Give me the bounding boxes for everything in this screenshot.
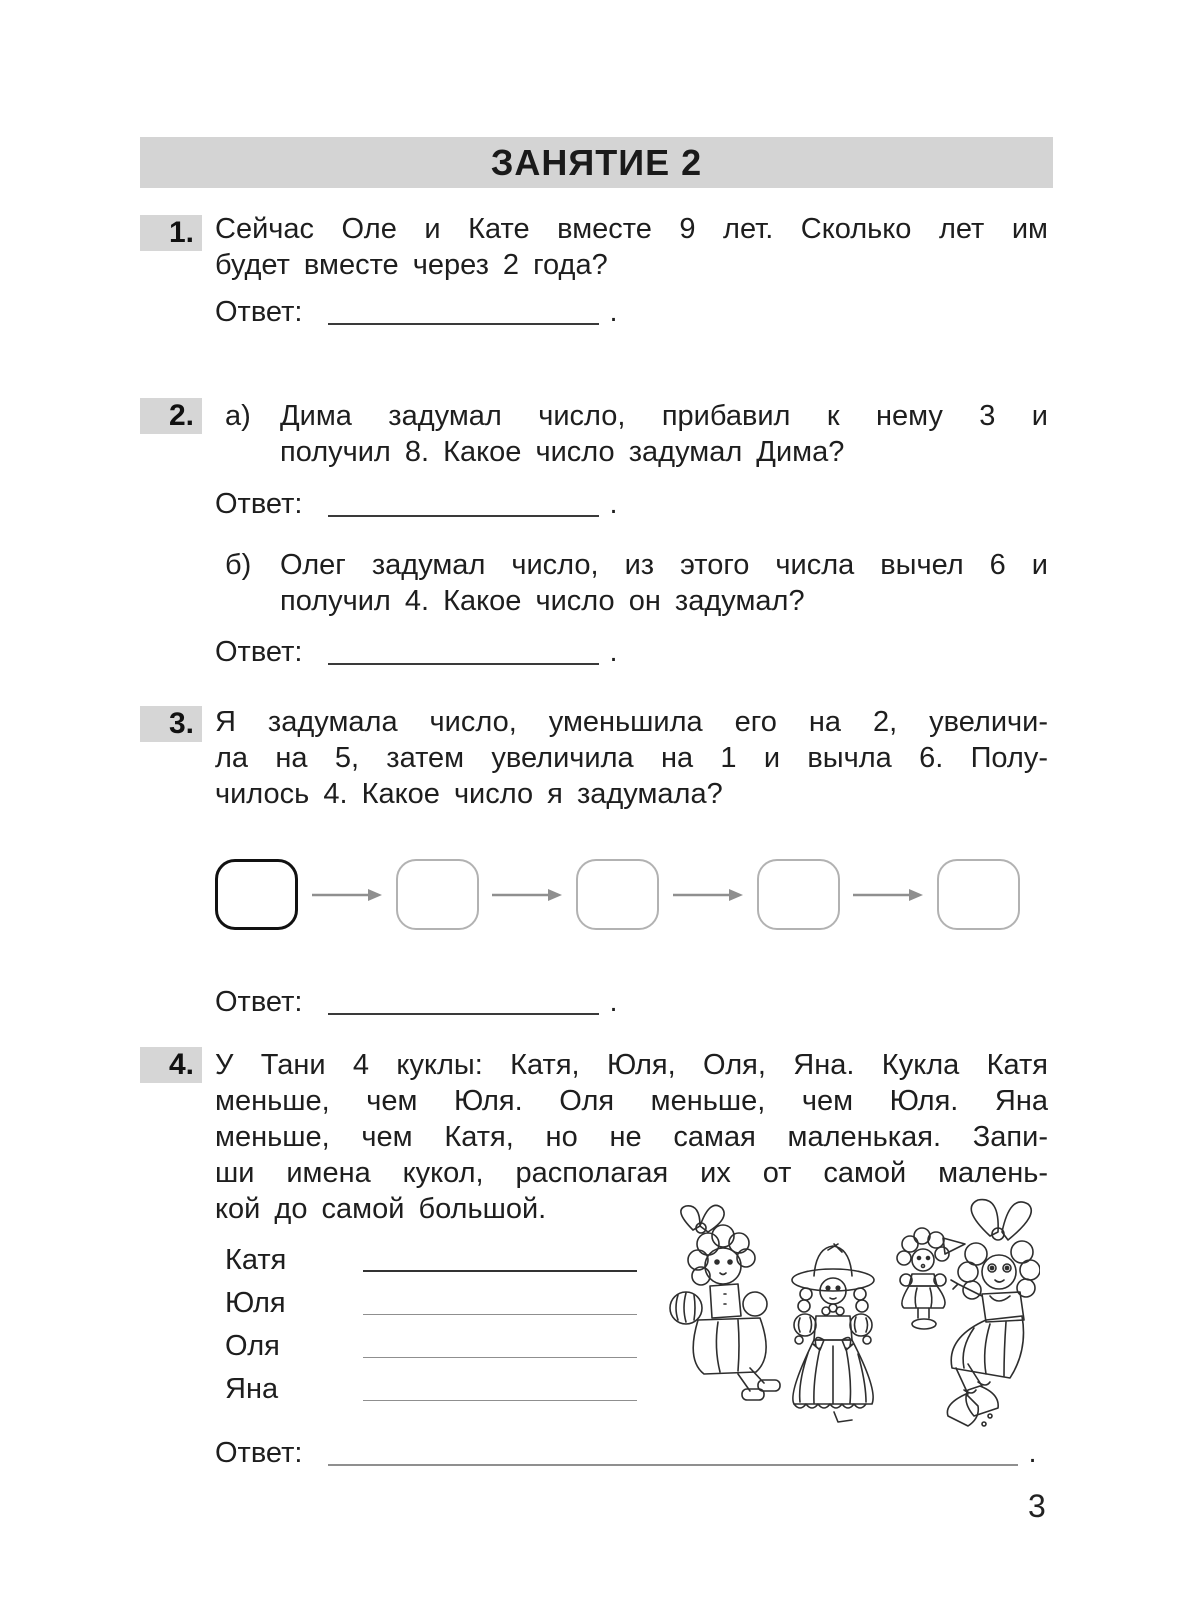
- task-2a-line-2: получил 8. Какое число задумал Дима?: [280, 436, 845, 468]
- doll-yulya-drawing: [792, 1244, 874, 1422]
- arrow-right-icon: [673, 888, 743, 902]
- task-2b-line-2: получил 4. Какое число он задумал?: [280, 585, 805, 617]
- task-4-line-4: ши имена кукол, располагая их от самой малень-: [215, 1157, 1048, 1189]
- doll-name-row: [225, 1242, 637, 1278]
- doll-name-yana: Яна: [225, 1373, 279, 1405]
- task-2b-letter: б): [225, 549, 252, 581]
- task-3-answer-row: [215, 984, 618, 1020]
- doll-name-row: [225, 1285, 637, 1321]
- answer-label: Ответ:: [215, 488, 303, 520]
- dolls-illustration: [638, 1188, 1040, 1438]
- yana-answer-blank[interactable]: [363, 1376, 637, 1401]
- task-2a-answer-blank[interactable]: [328, 491, 599, 517]
- arrow-right-icon: [853, 888, 923, 902]
- task-3-text: [215, 704, 1048, 812]
- arrow-right-icon: [312, 888, 382, 902]
- task-1-number-badge: 1.: [140, 215, 202, 251]
- yulya-answer-blank[interactable]: [363, 1290, 637, 1315]
- task-2b-line-1: Олег задумал число, из этого числа вычел 6 и: [280, 549, 1048, 581]
- doll-yana-drawing: [947, 1200, 1040, 1426]
- flow-box-5[interactable]: [937, 859, 1020, 930]
- answer-period: .: [609, 636, 618, 668]
- task-4-answer-row: [215, 1435, 1037, 1471]
- flow-box-3[interactable]: [576, 859, 659, 930]
- flow-box-2[interactable]: [396, 859, 479, 930]
- task-1-answer-blank[interactable]: [328, 299, 599, 325]
- lesson-banner: [140, 137, 1053, 188]
- task-3-number-badge: 3.: [140, 706, 202, 742]
- task-2a-line-1: Дима задумал число, прибавил к нему 3 и: [280, 400, 1048, 432]
- task-2a-answer-row: [215, 486, 618, 522]
- doll-olya-drawing: [897, 1228, 965, 1329]
- katya-answer-blank[interactable]: [363, 1246, 637, 1272]
- task-4-line-2: меньше, чем Юля. Оля меньше, чем Юля. Яна: [215, 1085, 1048, 1117]
- task-3-line-3: чилось 4. Какое число я задумала?: [215, 778, 723, 810]
- olya-answer-blank[interactable]: [363, 1333, 637, 1358]
- page-number: 3: [1028, 1488, 1046, 1524]
- task-3-line-1: Я задумала число, уменьшила его на 2, увеличи-: [215, 706, 1048, 738]
- task-3-answer-blank[interactable]: [328, 989, 599, 1015]
- task-4-answer-blank[interactable]: [328, 1440, 1018, 1466]
- task-4-line-5: кой до самой большой.: [215, 1193, 547, 1225]
- task-2a-text: [280, 398, 1048, 470]
- task-3-line-2: ла на 5, затем увеличила на 1 и вычла 6. Полу-: [215, 742, 1048, 774]
- task-1-answer-row: [215, 294, 618, 330]
- answer-period: .: [609, 296, 618, 328]
- task-1-text: [215, 211, 1048, 283]
- flow-box-4[interactable]: [757, 859, 840, 930]
- flow-box-1[interactable]: [215, 859, 298, 930]
- task-2b-answer-blank[interactable]: [328, 639, 599, 665]
- task-1-line-1: Сейчас Оле и Кате вместе 9 лет. Сколько лет им: [215, 213, 1048, 245]
- task-2a-letter: а): [225, 400, 251, 432]
- answer-period: .: [1028, 1437, 1037, 1469]
- arrow-right-icon: [492, 888, 562, 902]
- doll-name-yulya: Юля: [225, 1287, 286, 1319]
- doll-name-olya: Оля: [225, 1330, 280, 1362]
- task-4-line-3: меньше, чем Катя, но не самая маленькая. Запи-: [215, 1121, 1048, 1153]
- doll-name-row: [225, 1328, 637, 1364]
- answer-label: Ответ:: [215, 636, 303, 668]
- task-4-line-1: У Тани 4 куклы: Катя, Юля, Оля, Яна. Кукла Катя: [215, 1049, 1048, 1081]
- answer-period: .: [609, 986, 618, 1018]
- answer-label: Ответ:: [215, 1437, 303, 1469]
- doll-katya-drawing: [670, 1205, 780, 1400]
- task-2-number-badge: 2.: [140, 398, 202, 434]
- task-1-line-2: будет вместе через 2 года?: [215, 249, 608, 281]
- answer-label: Ответ:: [215, 986, 303, 1018]
- doll-name-row: [225, 1371, 637, 1407]
- number-chain-diagram: [215, 859, 1020, 930]
- answer-label: Ответ:: [215, 296, 303, 328]
- task-2b-answer-row: [215, 634, 618, 670]
- task-2b-text: [280, 547, 1048, 619]
- doll-name-katya: Катя: [225, 1244, 287, 1276]
- answer-period: .: [609, 488, 618, 520]
- lesson-title: ЗАНЯТИЕ 2: [490, 141, 703, 183]
- task-4-number-badge: 4.: [140, 1047, 202, 1083]
